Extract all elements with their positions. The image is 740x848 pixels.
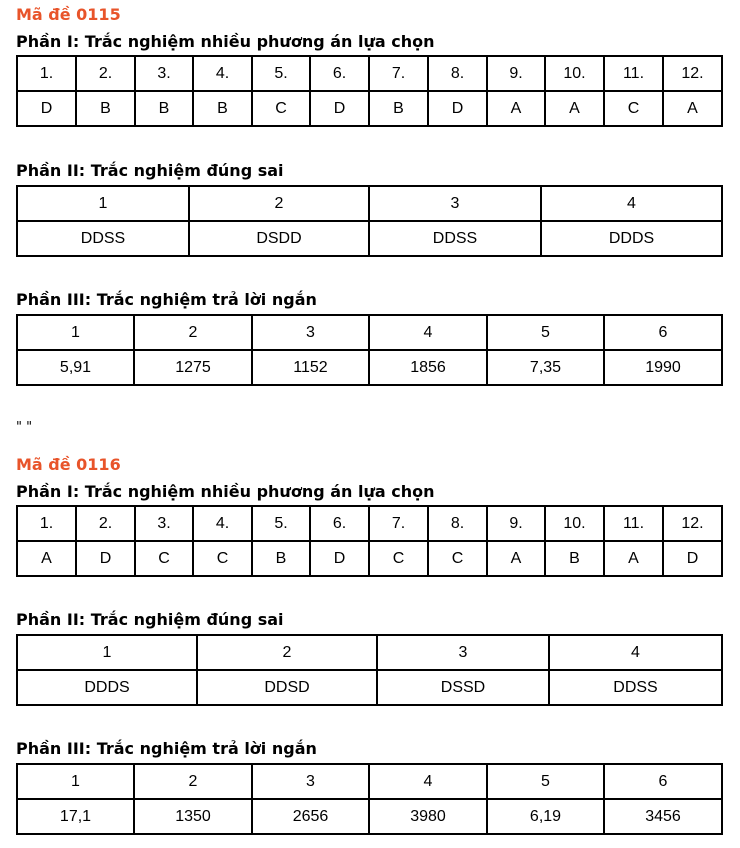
question-number: 2.	[76, 506, 135, 541]
answer-cell: 17,1	[17, 799, 134, 834]
question-number: 4	[541, 186, 722, 221]
part1-table-0115	[16, 55, 723, 127]
part3-table-0116	[16, 763, 723, 835]
question-number: 4.	[193, 56, 252, 91]
question-number: 7.	[369, 56, 428, 91]
answer-cell: A	[545, 91, 604, 126]
question-number: 1	[17, 186, 189, 221]
answer-cell: B	[193, 91, 252, 126]
question-number: 3	[252, 764, 369, 799]
question-number: 5	[487, 315, 604, 350]
part1-table-0116	[16, 505, 723, 577]
part3-title-0115: Phần III: Trắc nghiệm trả lời ngắn	[16, 290, 317, 309]
answer-cell: 2656	[252, 799, 369, 834]
question-number: 5.	[252, 506, 310, 541]
answer-cell: 1275	[134, 350, 252, 385]
part2-table-0116	[16, 634, 723, 706]
answer-cell: C	[252, 91, 310, 126]
answer-cell: A	[604, 541, 663, 576]
answer-cell: C	[428, 541, 487, 576]
answer-cell: 6,19	[487, 799, 604, 834]
question-number: 2	[189, 186, 369, 221]
code-title-0116: Mã đề 0116	[16, 455, 121, 474]
header-row	[17, 186, 722, 221]
question-number: 12.	[663, 506, 722, 541]
question-number: 1	[17, 635, 197, 670]
answer-cell: DDSS	[549, 670, 722, 705]
question-number: 8.	[428, 506, 487, 541]
answer-row	[17, 91, 722, 126]
question-number: 11.	[604, 56, 663, 91]
header-row	[17, 506, 722, 541]
question-number: 1	[17, 764, 134, 799]
answer-cell: 7,35	[487, 350, 604, 385]
answer-cell: B	[252, 541, 310, 576]
answer-cell: B	[545, 541, 604, 576]
answer-cell: DSSD	[377, 670, 549, 705]
header-row	[17, 315, 722, 350]
part3-title-0116: Phần III: Trắc nghiệm trả lời ngắn	[16, 739, 317, 758]
answer-cell: 1990	[604, 350, 722, 385]
answer-cell: C	[193, 541, 252, 576]
answer-cell: B	[76, 91, 135, 126]
answer-cell: 1152	[252, 350, 369, 385]
code-title-0115: Mã đề 0115	[16, 5, 121, 24]
question-number: 12.	[663, 56, 722, 91]
answer-cell: 5,91	[17, 350, 134, 385]
question-number: 2	[134, 764, 252, 799]
answer-cell: A	[17, 541, 76, 576]
question-number: 2.	[76, 56, 135, 91]
question-number: 4	[549, 635, 722, 670]
header-row	[17, 764, 722, 799]
question-number: 3.	[135, 506, 193, 541]
answer-cell: A	[487, 541, 545, 576]
answer-cell: DDSS	[17, 221, 189, 256]
answer-cell: DDSD	[197, 670, 377, 705]
answer-cell: C	[135, 541, 193, 576]
question-number: 6.	[310, 506, 369, 541]
question-number: 1.	[17, 56, 76, 91]
question-number: 2	[134, 315, 252, 350]
question-number: 3	[369, 186, 541, 221]
answer-row	[17, 799, 722, 834]
question-number: 3.	[135, 56, 193, 91]
part3-table-0115	[16, 314, 723, 386]
answer-row	[17, 541, 722, 576]
part1-title-0116: Phần I: Trắc nghiệm nhiều phương án lựa chọn	[16, 482, 435, 501]
question-number: 9.	[487, 506, 545, 541]
answer-cell: B	[369, 91, 428, 126]
question-number: 6	[604, 764, 722, 799]
question-number: 6.	[310, 56, 369, 91]
answer-cell: C	[604, 91, 663, 126]
question-number: 3	[377, 635, 549, 670]
part2-table-0115	[16, 185, 723, 257]
answer-row	[17, 350, 722, 385]
answer-cell: D	[310, 91, 369, 126]
question-number: 7.	[369, 506, 428, 541]
answer-cell: A	[663, 91, 722, 126]
question-number: 3	[252, 315, 369, 350]
question-number: 6	[604, 315, 722, 350]
answer-cell: 1856	[369, 350, 487, 385]
part2-title-0115: Phần II: Trắc nghiệm đúng sai	[16, 161, 284, 180]
answer-row	[17, 670, 722, 705]
question-number: 5.	[252, 56, 310, 91]
answer-cell: DDDS	[541, 221, 722, 256]
answer-cell: A	[487, 91, 545, 126]
answer-cell: D	[310, 541, 369, 576]
question-number: 10.	[545, 506, 604, 541]
part2-title-0116: Phần II: Trắc nghiệm đúng sai	[16, 610, 284, 629]
answer-cell: D	[428, 91, 487, 126]
question-number: 9.	[487, 56, 545, 91]
question-number: 4	[369, 764, 487, 799]
answer-cell: DDSS	[369, 221, 541, 256]
answer-cell: 3456	[604, 799, 722, 834]
answer-cell: B	[135, 91, 193, 126]
question-number: 10.	[545, 56, 604, 91]
part1-title-0115: Phần I: Trắc nghiệm nhiều phương án lựa chọn	[16, 32, 435, 51]
question-number: 4.	[193, 506, 252, 541]
header-row	[17, 56, 722, 91]
question-number: 11.	[604, 506, 663, 541]
question-number: 8.	[428, 56, 487, 91]
answer-cell: C	[369, 541, 428, 576]
answer-cell: DSDD	[189, 221, 369, 256]
separator-text: " "	[16, 420, 33, 435]
answer-cell: D	[17, 91, 76, 126]
question-number: 1.	[17, 506, 76, 541]
question-number: 4	[369, 315, 487, 350]
question-number: 2	[197, 635, 377, 670]
answer-cell: D	[76, 541, 135, 576]
answer-cell: 1350	[134, 799, 252, 834]
answer-cell: 3980	[369, 799, 487, 834]
question-number: 1	[17, 315, 134, 350]
header-row	[17, 635, 722, 670]
answer-cell: DDDS	[17, 670, 197, 705]
answer-cell: D	[663, 541, 722, 576]
answer-row	[17, 221, 722, 256]
question-number: 5	[487, 764, 604, 799]
